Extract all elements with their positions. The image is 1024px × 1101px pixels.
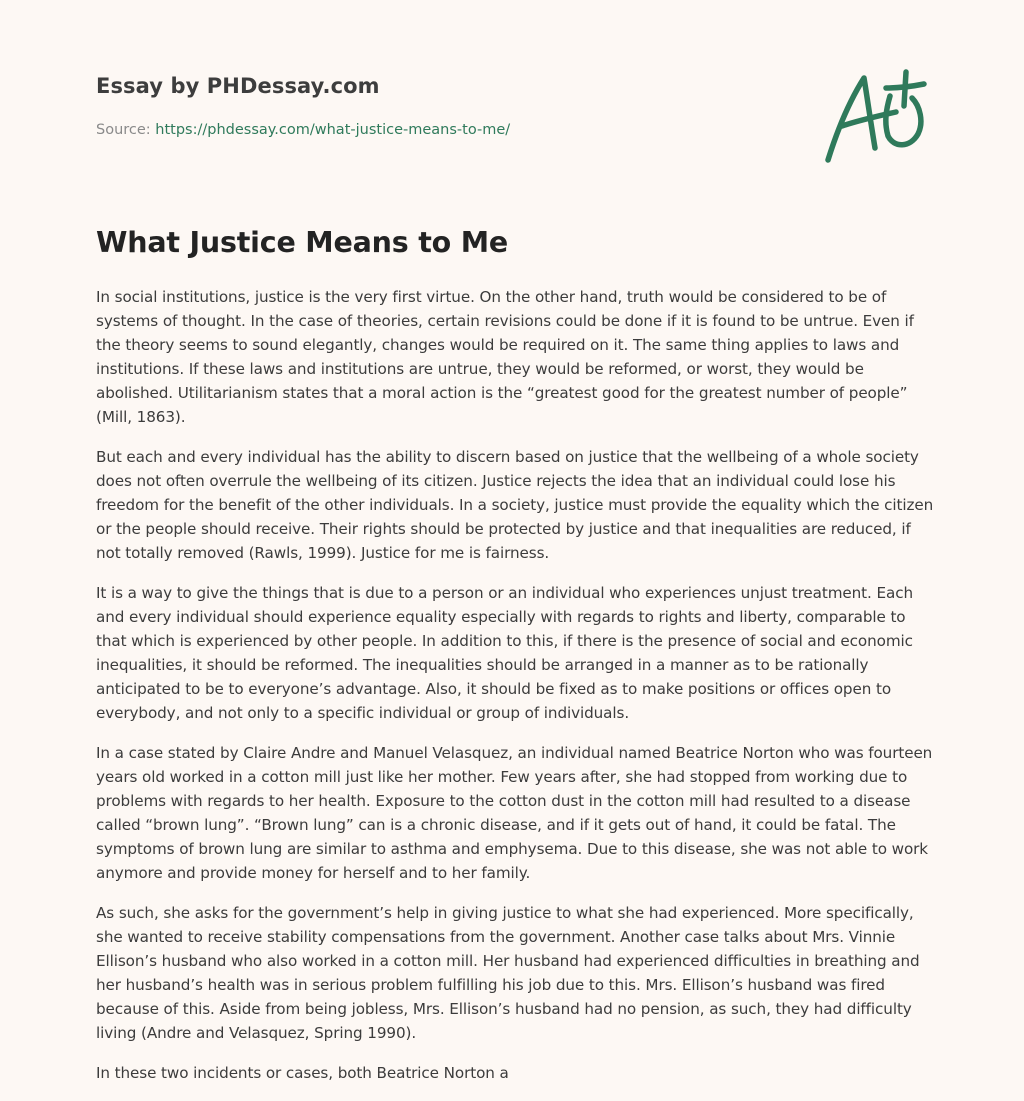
paragraph: It is a way to give the things that is due to a person or an individual who experiences unjust treatment. Each and every individual should experience equality especially with regards to rights and liberty, comparable to that which is experienced by other people. In addition to this, if there is the presence of social and economic inequalities, it should be reformed. The inequalities should be arranged in a manner as to be rationally anticipated to be to everyone’s advantage. Also, it should be fixed as to make positions or offices open to everybody, and not only to a specific individual or group of individuals. bbox=[96, 584, 913, 722]
a-plus-logo-icon bbox=[820, 66, 930, 166]
page-title: What Justice Means to Me bbox=[96, 226, 509, 259]
essay-header bbox=[96, 74, 816, 138]
essay-body bbox=[96, 285, 934, 1101]
source-line bbox=[96, 122, 816, 138]
paragraph: In social institutions, justice is the very first virtue. On the other hand, truth would be considered to be of systems of thought. In the case of theories, certain revisions could be done if it is found to be untrue. Even if the theory seems to sound elegantly, changes would be required on it. The same thing applies to laws and institutions. If these laws and institutions are untrue, they would be reformed, or worst, they would be abolished. Utilitarianism states that a moral action is the “greatest good for the greatest number of people” (Mill, 1863). bbox=[96, 288, 914, 426]
source-link[interactable]: https://phdessay.com/what-justice-means-to-me/ bbox=[155, 122, 511, 138]
paragraph: As such, she asks for the government’s help in giving justice to what she had experienced. More specifically, she wanted to receive stability compensations from the government. Another case talks about Mrs. Vinnie Ellison’s husband who also worked in a cotton mill. Her husband had experienced difficulties in breathing and her husband’s health was in serious problem fulfilling his job due to this. Mrs. Ellison’s husband was fired because of this. Aside from being jobless, Mrs. Ellison’s husband had no pension, as such, they had difficulty living (Andre and Velasquez, Spring 1990). bbox=[96, 904, 920, 1042]
brand-title: Essay by PHDessay.com bbox=[96, 74, 380, 98]
paragraph: In these two incidents or cases, both Beatrice Norton a bbox=[96, 1064, 509, 1082]
paragraph: But each and every individual has the ability to discern based on justice that the wellbeing of a whole society does not often overrule the wellbeing of its citizen. Justice rejects the idea that an individual could lose his freedom for the benefit of the other individuals. In a society, justice must provide the equality which the citizen or the people should receive. Their rights should be protected by justice and that inequalities are reduced, if not totally removed (Rawls, 1999). Justice for me is fairness. bbox=[96, 448, 934, 562]
paragraph: In a case stated by Claire Andre and Manuel Velasquez, an individual named Beatrice Norton who was fourteen years old worked in a cotton mill just like her mother. Few years after, she had stopped from working due to problems with regards to her health. Exposure to the cotton dust in the cotton mill had resulted to a disease called “brown lung”. “Brown lung” can is a chronic disease, and if it gets out of hand, it could be fatal. The symptoms of brown lung are similar to asthma and emphysema. Due to this disease, she was not able to work anymore and provide money for herself and to her family. bbox=[96, 744, 933, 882]
source-label: Source: bbox=[96, 122, 151, 138]
